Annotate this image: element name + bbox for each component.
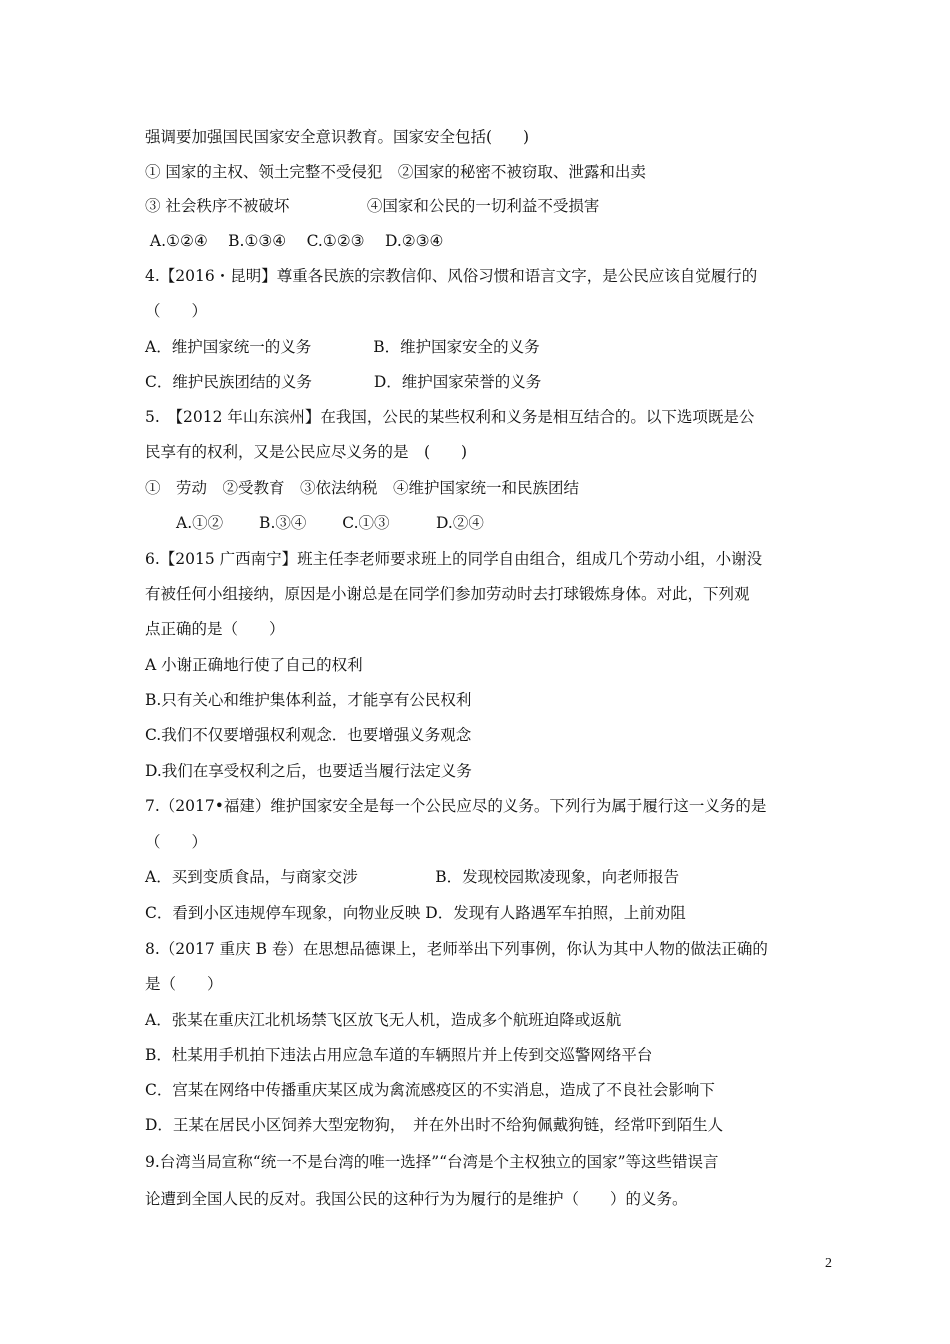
question-5-items: ① 劳动 ②受教育 ③依法纳税 ④维护国家统一和民族团结 bbox=[145, 479, 580, 497]
question-8-option-b: B．杜某用手机拍下违法占用应急车道的车辆照片并上传到交巡警网络平台 bbox=[145, 1046, 653, 1064]
text-line-1: 强调要加强国民国家安全意识教育。国家安全包括( ) bbox=[145, 128, 530, 146]
question-6-stem-end: 点正确的是（ ） bbox=[145, 620, 285, 638]
question-6-stem: 6.【2015 广西南宁】班主任李老师要求班上的同学自由组合，组成几个劳动小组，小谢没 bbox=[145, 550, 763, 568]
text-line-3: ③ 社会秩序不被破坏 ④国家和公民的一切利益不受损害 bbox=[145, 197, 600, 215]
question-8-stem-end: 是（ ） bbox=[145, 975, 223, 993]
question-5-stem: 5. 【2012 年山东滨州】在我国，公民的某些权利和义务是相互结合的。以下选项既是公 bbox=[145, 408, 755, 426]
page-number: 2 bbox=[825, 1256, 832, 1271]
question-6-option-d: D.我们在享受权利之后，也要适当履行法定义务 bbox=[145, 762, 472, 780]
question-5-stem-cont: 民享有的权利，又是公民应尽义务的是 ( ) bbox=[145, 443, 468, 461]
text-line-4: A.①②④ B.①③④ C.①②③ D.②③④ bbox=[145, 232, 444, 250]
question-6-stem-cont: 有被任何小组接纳，原因是小谢总是在同学们参加劳动时去打球锻炼身体。对此，下列观 bbox=[145, 585, 750, 603]
question-9-stem: 9.台湾当局宣称“统一不是台湾的唯一选择”“台湾是个主权独立的国家”等这些错误言 bbox=[145, 1153, 719, 1171]
question-6-option-b: B.只有关心和维护集体利益，才能享有公民权利 bbox=[145, 691, 472, 709]
question-8-option-a: A．张某在重庆江北机场禁飞区放飞无人机，造成多个航班迫降或返航 bbox=[145, 1011, 622, 1029]
question-7-bracket: （ ） bbox=[145, 833, 208, 851]
question-7-stem: 7.（2017•福建）维护国家安全是每一个公民应尽的义务。下列行为属于履行这一义务的是 bbox=[145, 797, 767, 815]
question-8-stem: 8.（2017 重庆 B 卷）在思想品德课上，老师举出下列事例，你认为其中人物的做法正确的 bbox=[145, 940, 768, 958]
question-4-bracket: （ ） bbox=[145, 302, 208, 320]
question-8-option-c: C．宫某在网络中传播重庆某区成为禽流感疫区的不实消息，造成了不良社会影响下 bbox=[145, 1081, 715, 1099]
question-5-options: A.①② B.③④ C.①③ D.②④ bbox=[145, 514, 484, 532]
question-6-option-a: A 小谢正确地行使了自己的权利 bbox=[145, 656, 363, 674]
text-line-2: ① 国家的主权、领土完整不受侵犯 ②国家的秘密不被窃取、泄露和出卖 bbox=[145, 163, 646, 181]
question-6-option-c: C.我们不仅要增强权利观念．也要增强义务观念 bbox=[145, 726, 472, 744]
question-4-options-cd: C．维护民族团结的义务 D．维护国家荣誉的义务 bbox=[145, 373, 542, 391]
question-4-stem: 4.【2016・昆明】尊重各民族的宗教信仰、风俗习惯和语言文字，是公民应该自觉履行的 bbox=[145, 267, 758, 285]
question-7-options-cd: C．看到小区违规停车现象，向物业反映 D．发现有人路遇军车拍照，上前劝阻 bbox=[145, 904, 686, 922]
question-4-options-ab: A．维护国家统一的义务 B．维护国家安全的义务 bbox=[145, 338, 540, 356]
question-7-options-ab: A．买到变质食品，与商家交涉 B．发现校园欺凌现象，向老师报告 bbox=[145, 868, 680, 886]
question-9-stem-cont: 论遭到全国人民的反对。我国公民的这种行为为履行的是维护（ ）的义务。 bbox=[145, 1190, 688, 1208]
question-8-option-d: D．王某在居民小区饲养大型宠物狗， 并在外出时不给狗佩戴狗链，经常吓到陌生人 bbox=[145, 1116, 724, 1134]
